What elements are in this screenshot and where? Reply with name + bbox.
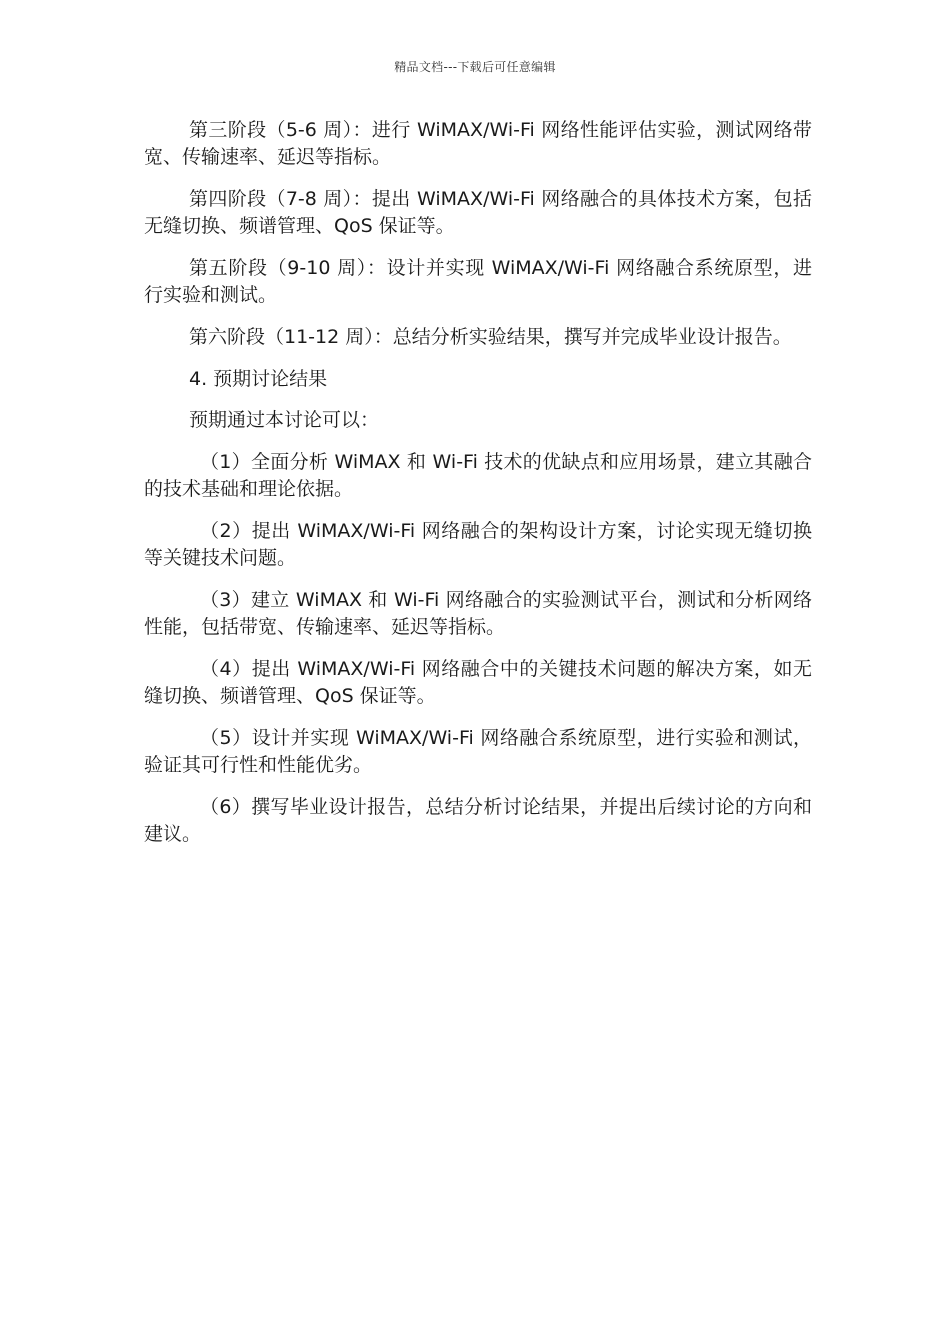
list-item-5: （5）设计并实现 WiMAX/Wi-Fi 网络融合系统原型，进行实验和测试，验证其可行性和性能优劣。 (144, 727, 812, 776)
section-heading-expected-results: 4. 预期讨论结果 (189, 368, 328, 390)
list-item-1: （1）全面分析 WiMAX 和 Wi-Fi 技术的优缺点和应用场景，建立其融合的技术基础和理论依据。 (144, 451, 812, 500)
paragraph-phase-3: 第三阶段（5-6 周）：进行 WiMAX/Wi-Fi 网络性能评估实验，测试网络带宽、传输速率、延迟等指标。 (144, 119, 812, 168)
document-body (144, 117, 812, 863)
list-item-2: （2）提出 WiMAX/Wi-Fi 网络融合的架构设计方案，讨论实现无缝切换等关键技术问题。 (144, 520, 812, 569)
paragraph-phase-5: 第五阶段（9-10 周）：设计并实现 WiMAX/Wi-Fi 网络融合系统原型，进行实验和测试。 (144, 257, 812, 306)
paragraph-intro: 预期通过本讨论可以： (189, 409, 380, 431)
paragraph-phase-4: 第四阶段（7-8 周）：提出 WiMAX/Wi-Fi 网络融合的具体技术方案，包括无缝切换、频谱管理、QoS 保证等。 (144, 188, 812, 237)
paragraph-phase-6: 第六阶段（11-12 周）：总结分析实验结果，撰写并完成毕业设计报告。 (189, 326, 792, 348)
list-item-3: （3）建立 WiMAX 和 Wi-Fi 网络融合的实验测试平台，测试和分析网络性能，包括带宽、传输速率、延迟等指标。 (144, 589, 812, 638)
page-header: 精品文档---下载后可任意编辑 (394, 60, 556, 74)
list-item-4: （4）提出 WiMAX/Wi-Fi 网络融合中的关键技术问题的解决方案，如无缝切换、频谱管理、QoS 保证等。 (144, 658, 812, 707)
list-item-6: （6）撰写毕业设计报告，总结分析讨论结果，并提出后续讨论的方向和建议。 (144, 796, 812, 845)
